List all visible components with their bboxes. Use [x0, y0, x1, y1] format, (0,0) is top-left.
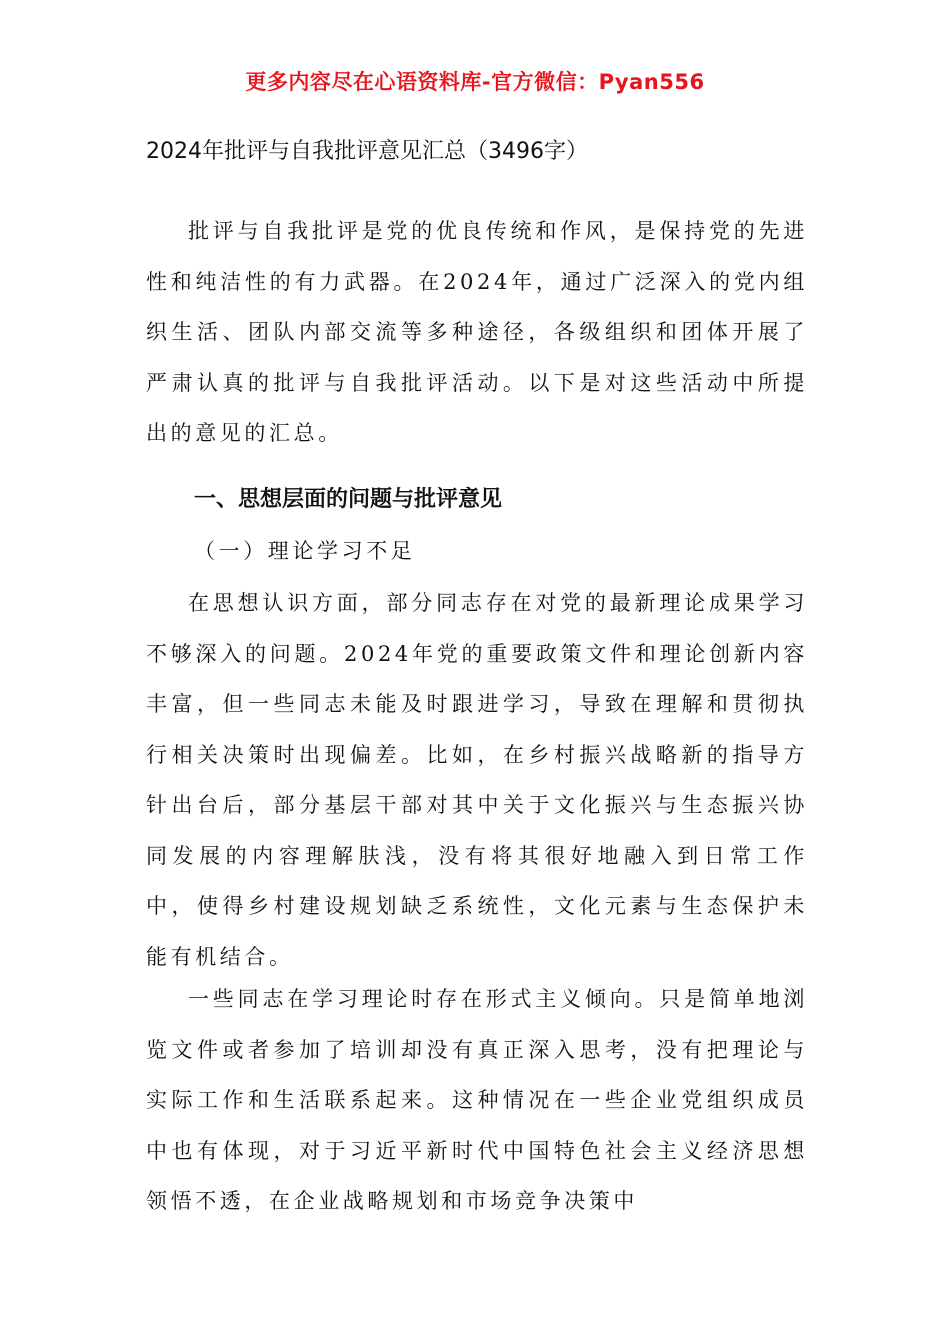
subsection-heading: （一）理论学习不足 [194, 539, 416, 563]
intro-paragraph: 批评与自我批评是党的优良传统和作风，是保持党的先进性和纯洁性的有力武器。在2024年，通过广泛深入的党内组织生活、团队内部交流等多种途径，各级组织和团体开展了严肃认真的批评与自我批评活动。以下是对这些活动中所提出的意见的汇总。 [146, 219, 808, 445]
promo-banner: 更多内容尽在心语资料库-官方微信：Pyan556 [245, 70, 705, 94]
body-paragraph-2: 一些同志在学习理论时存在形式主义倾向。只是简单地浏览文件或者参加了培训却没有真正深入思考，没有把理论与实际工作和生活联系起来。这种情况在一些企业党组织成员中也有体现，对于习近平新时代中国特色社会主义经济思想领悟不透，在企业战略规划和市场竞争决策中 [146, 987, 808, 1213]
document-title: 2024年批评与自我批评意见汇总（3496字） [146, 139, 588, 164]
body-paragraph-1: 在思想认识方面，部分同志存在对党的最新理论成果学习不够深入的问题。2024年党的重要政策文件和理论创新内容丰富，但一些同志未能及时跟进学习，导致在理解和贯彻执行相关决策时出现偏差。比如，在乡村振兴战略新的指导方针出台后，部分基层干部对其中关于文化振兴与生态振兴协同发展的内容理解肤浅，没有将其很好地融入到日常工作中，使得乡村建设规划缺乏系统性，文化元素与生态保护未能有机结合。 [146, 591, 808, 969]
section-heading: 一、思想层面的问题与批评意见 [194, 487, 503, 512]
